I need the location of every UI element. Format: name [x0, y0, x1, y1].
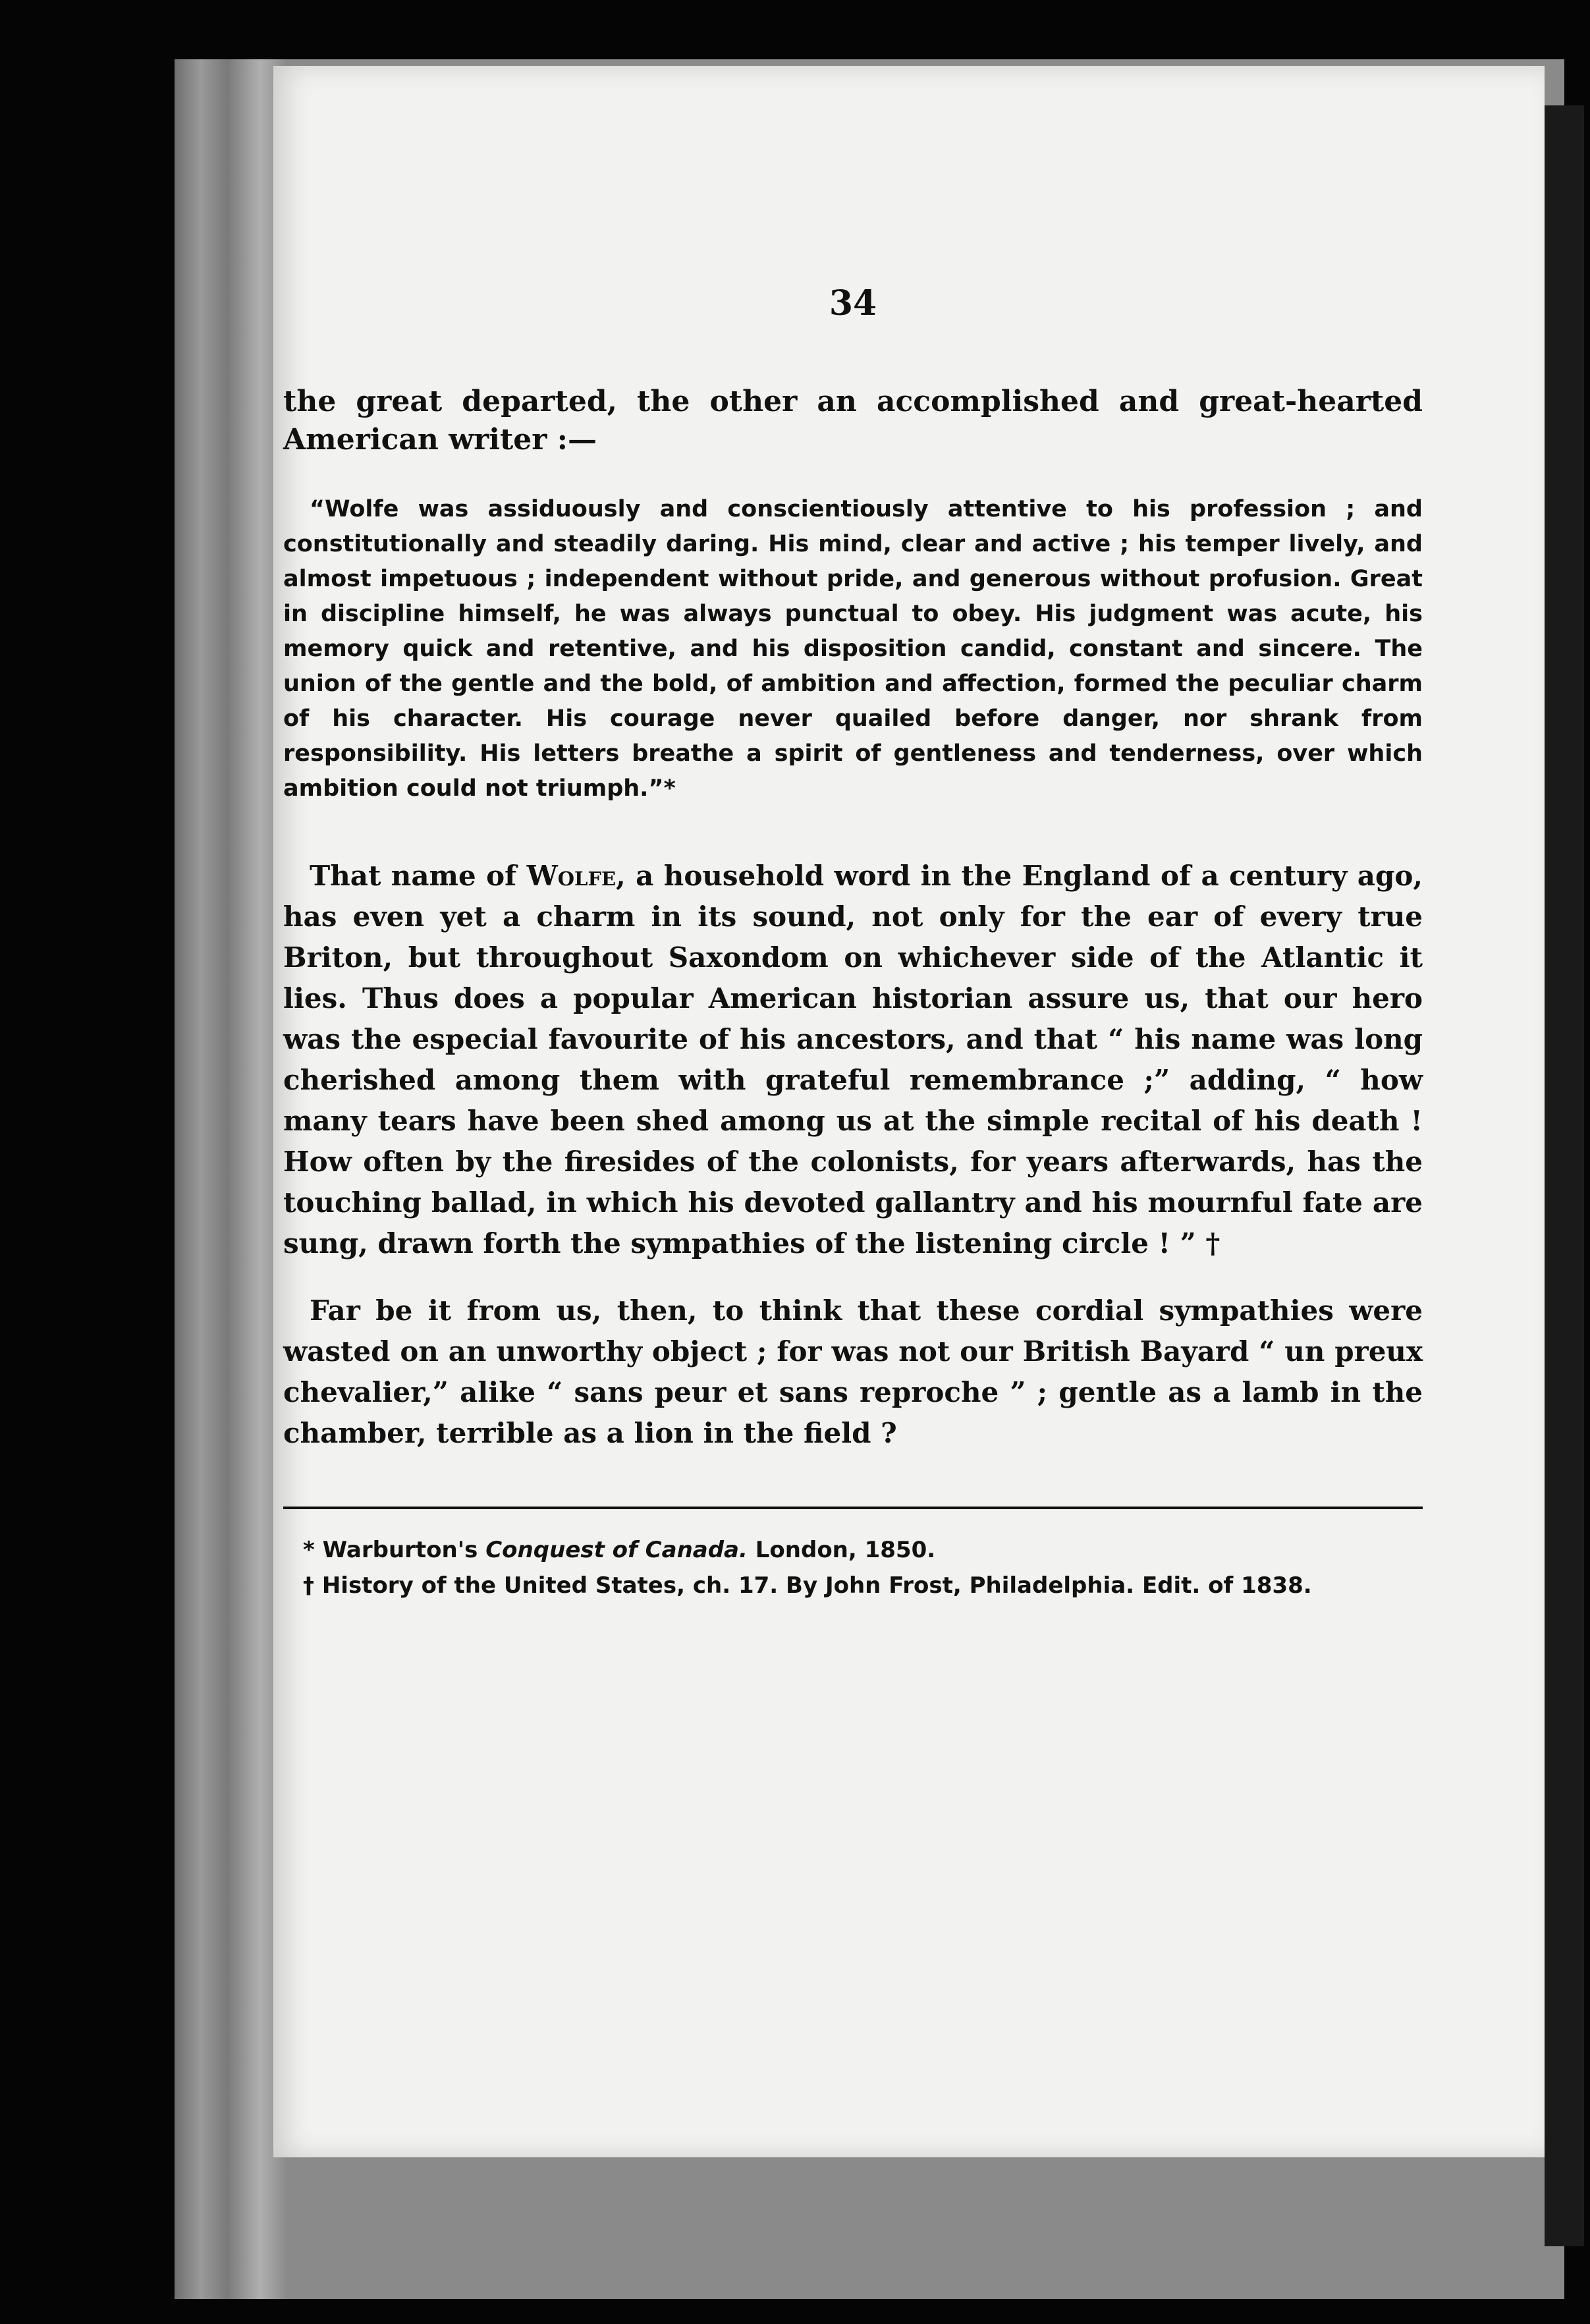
- block-quote: “Wolfe was assiduously and conscientiously attentive to his profession ; and constitutionally and steadily daring. His mind, clear and active ; his temper lively, and almost impetuous ; independent without pride, and generous without profusion. Great in discipline himself, he was always punctual to obey. His judgment was acute, his memory quick and retentive, and his disposition candid, constant and sincere. The union of the gentle and the bold, of ambition and affection, formed the peculiar charm of his character. His courage never quailed before danger, nor shrank from responsibility. His letters breathe a spirit of gentleness and tenderness, over which ambition could not triumph.”*: [283, 496, 1423, 802]
- para1-before: That name of: [310, 860, 527, 892]
- footnote1-suffix: London, 1850.: [747, 1537, 936, 1563]
- footnote1-title: Conquest of Canada.: [485, 1537, 748, 1563]
- footnote1-prefix: * Warburton's: [303, 1537, 486, 1563]
- footnote-frost: † History of the United States, ch. 17. By John Frost, Philadelphia. Edit. of 1838.: [303, 1572, 1312, 1599]
- book-right-edge: [1545, 105, 1584, 2246]
- page-content: [283, 283, 1423, 1603]
- wolfe-name: Wolfe: [526, 860, 617, 892]
- paragraph-wolfe-name: [283, 856, 1423, 1264]
- para1-after: , a household word in the England of a century ago, has even yet a charm in its sound, not only for the ear of every true Briton, but throughout Saxondom on whichever side of the Atlantic it lies. Thus does a popular American historian assure us, that our hero was the especial favourite of his ancestors, and that “ his name was long cherished among them with grateful remembrance ;” adding, “ how many tears have been shed among us at the simple recital of his death ! How often by the firesides of the colonists, for years afterwards, has the touching ballad, in which his devoted gallantry and his mournful fate are sung, drawn forth the sympathies of the listening circle ! ” †: [283, 860, 1423, 1259]
- intro-text: the great departed, the other an accomplished and great-hearted American writer :—: [283, 385, 1423, 456]
- page-number: 34: [829, 283, 877, 323]
- paragraph-british-bayard: Far be it from us, then, to think that these cordial sympathies were wasted on an unworthy object ; for was not our British Bayard “ un preux chevalier,” alike “ sans peur et sans reproche ” ; gentle as a lamb in the chamber, terrible as a lion in the field ?: [283, 1294, 1423, 1449]
- footnote-rule: [283, 1507, 1423, 1509]
- footnote-warburton: [283, 1532, 1423, 1568]
